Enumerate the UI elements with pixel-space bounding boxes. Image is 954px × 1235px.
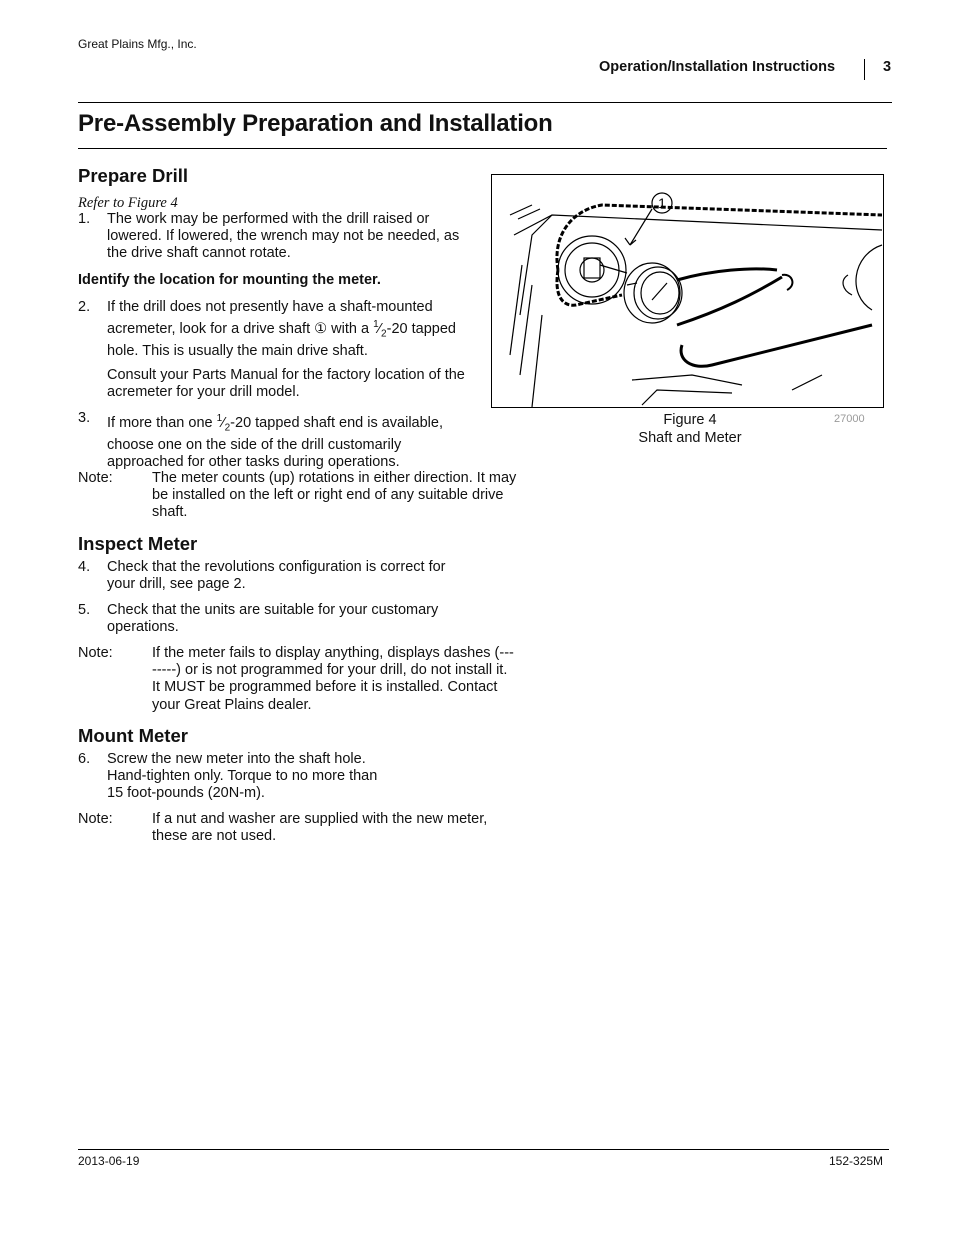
step-text-part: If more than one: [107, 414, 217, 431]
step-text-part: If the drill does not presently have a shaft-mounted acremeter, look for a drive shaft ① with a: [107, 299, 433, 338]
prepare-drill-heading: Prepare Drill: [78, 165, 189, 186]
footer-rule: [78, 1149, 889, 1150]
step-text-line: Hand-tighten only. Torque to no more than: [107, 768, 378, 785]
step-text: Check that the units are suitable for your customary operations.: [107, 602, 439, 636]
figure-illustration: [492, 175, 883, 407]
step-text: [107, 751, 473, 803]
step-text-part: -20 tapped shaft end is available, choose one on the side of the drill customarily approached for other tasks during operations.: [107, 414, 443, 471]
mount-meter-heading: Mount Meter: [78, 725, 188, 746]
figure-shaft-meter: [491, 174, 884, 408]
figure-caption: [600, 411, 780, 447]
fraction-numerator: 1: [216, 413, 223, 424]
step-text-line: 15 foot-pounds (20N-m).: [107, 785, 265, 802]
section-rule: [78, 148, 887, 149]
header-title: Operation/Installation Instructions: [599, 59, 836, 75]
header-rule: [78, 102, 892, 103]
figure-title: Shaft and Meter: [638, 430, 742, 446]
step-text-line: Screw the new meter into the shaft hole.: [107, 751, 366, 767]
note-text: The meter counts (up) rotations in either direction. It may be installed on the left or right end of any suitable drive shaft.: [152, 470, 517, 521]
step-text: Check that the revolutions configuration is correct for your drill, see page 2.: [107, 559, 446, 593]
step-number: 1.: [78, 211, 91, 227]
footer-doc-number: 152-325M: [829, 1154, 884, 1168]
inspect-meter-heading: Inspect Meter: [78, 533, 198, 554]
note-label: Note:: [78, 811, 113, 827]
step-number: 4.: [78, 559, 91, 575]
note-text: If the meter fails to display anything, displays dashes (--------) or is not programmed for your drill, do not install it. It MUST be programmed before it is installed. Contact your Great Plains dealer.: [152, 645, 514, 713]
identify-location-heading: Identify the location for mounting the meter.: [78, 272, 381, 288]
section-title: Pre-Assembly Preparation and Installation: [78, 110, 553, 137]
step-number: 6.: [78, 751, 91, 767]
fraction-denominator: 2: [381, 328, 387, 340]
step-number: 3.: [78, 410, 91, 426]
figure-number: Figure 4: [663, 412, 717, 428]
company-name: Great Plains Mfg., Inc.: [78, 37, 197, 51]
note-label: Note:: [78, 645, 113, 661]
step-text-part: -20 tapped hole. This is usually the main drive shaft.: [107, 321, 456, 360]
step-number: 2.: [78, 299, 91, 315]
step-text: If more than one $^1⁄_2-20$ tapped shaft end is available, choose one on the side of the drill customarily approached for other tasks during operations.: [107, 413, 443, 471]
figure-callout-number: 1: [658, 195, 666, 211]
step-text: The work may be performed with the drill raised or lowered. If lowered, the wrench may not be needed, as the drive shaft cannot rotate.: [107, 211, 460, 262]
fraction-numerator: 1: [373, 319, 379, 331]
step-number: 5.: [78, 602, 91, 618]
fraction-denominator: 2: [224, 422, 231, 434]
step-text: Consult your Parts Manual for the factory location of the acremeter for your drill model.: [107, 367, 465, 401]
page-number: 3: [883, 59, 892, 75]
figure-code: 27000: [834, 413, 865, 425]
refer-figure: Refer to Figure 4: [78, 195, 178, 211]
step-text: If the drill does not presently have a shaft-mounted acremeter, look for a drive shaft ① with a $^1⁄_2-20$ tapped hole. This is usually the main drive shaft.: [107, 299, 456, 360]
note-label: Note:: [78, 470, 113, 486]
note-text: If a nut and washer are supplied with the new meter, these are not used.: [152, 811, 488, 845]
header-separator: [864, 59, 865, 80]
footer-date: 2013-06-19: [78, 1154, 140, 1168]
